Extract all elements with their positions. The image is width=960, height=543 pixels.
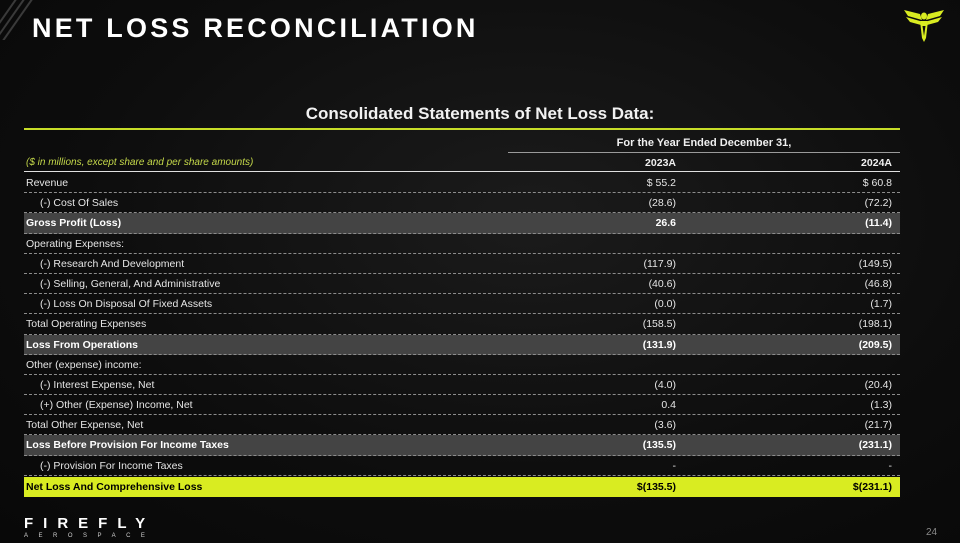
period-header: For the Year Ended December 31, bbox=[616, 137, 792, 149]
row-label: Total Other Expense, Net bbox=[26, 419, 144, 432]
table-row bbox=[24, 477, 900, 497]
value-2024: (1.3) bbox=[870, 399, 892, 412]
table-row bbox=[24, 435, 900, 455]
row-label: Net Loss And Comprehensive Loss bbox=[26, 480, 203, 493]
value-2024: (20.4) bbox=[864, 378, 892, 391]
table-row bbox=[24, 456, 900, 476]
value-2023: (3.6) bbox=[654, 419, 676, 432]
row-label: (+) Other (Expense) Income, Net bbox=[40, 399, 193, 412]
table-row bbox=[24, 234, 900, 254]
row-label: Operating Expenses: bbox=[26, 237, 125, 250]
value-2024: (72.2) bbox=[864, 197, 892, 210]
table-row bbox=[24, 193, 900, 213]
row-label: (-) Research And Development bbox=[40, 257, 185, 270]
footer-logo bbox=[24, 515, 155, 539]
table-title: Consolidated Statements of Net Loss Data: bbox=[305, 104, 655, 123]
units-note: ($ in millions, except share and per share amounts) bbox=[26, 157, 254, 168]
value-2023: 0.4 bbox=[661, 399, 676, 412]
table-row bbox=[24, 355, 900, 375]
value-2023: (158.5) bbox=[642, 318, 676, 331]
row-label: Loss Before Provision For Income Taxes bbox=[26, 439, 229, 452]
value-2024: (46.8) bbox=[864, 277, 892, 290]
row-label: (-) Loss On Disposal Of Fixed Assets bbox=[40, 298, 213, 311]
page-number: 24 bbox=[926, 527, 938, 538]
value-2023: (28.6) bbox=[648, 197, 676, 210]
value-2023: (117.9) bbox=[643, 257, 676, 270]
value-2024: (149.5) bbox=[858, 257, 892, 270]
row-label: (-) Selling, General, And Administrative bbox=[40, 277, 221, 290]
value-2023: (131.9) bbox=[642, 338, 676, 351]
net-loss-table bbox=[24, 173, 900, 497]
table-row bbox=[24, 335, 900, 355]
table-row bbox=[24, 254, 900, 274]
value-2024: $ 60.8 bbox=[862, 177, 892, 189]
table-row bbox=[24, 314, 900, 334]
table-row bbox=[24, 375, 900, 395]
footer-logo-word: FIREFLY bbox=[24, 515, 156, 532]
value-2023: (4.0) bbox=[654, 378, 676, 391]
row-label: Total Operating Expenses bbox=[26, 318, 147, 331]
slide-title: NET LOSS RECONCILIATION bbox=[32, 13, 479, 43]
row-label: Revenue bbox=[26, 177, 69, 189]
row-label: Gross Profit (Loss) bbox=[26, 217, 122, 230]
table-row bbox=[24, 274, 900, 294]
header-rule bbox=[24, 171, 900, 172]
value-2023: (40.6) bbox=[648, 277, 676, 290]
row-label: (-) Cost Of Sales bbox=[40, 197, 119, 210]
row-label: (-) Provision For Income Taxes bbox=[40, 459, 183, 472]
table-row bbox=[24, 415, 900, 435]
value-2024: $(231.1) bbox=[852, 480, 892, 493]
value-2023: - bbox=[672, 459, 676, 472]
value-2023: $(135.5) bbox=[636, 480, 676, 493]
value-2024: (198.1) bbox=[858, 318, 892, 331]
value-2023: $ 55.2 bbox=[646, 177, 676, 189]
row-label: (-) Interest Expense, Net bbox=[40, 378, 155, 391]
value-2024: (209.5) bbox=[858, 338, 892, 351]
column-header-2024: 2024A bbox=[861, 157, 892, 169]
table-row bbox=[24, 395, 900, 415]
value-2024: (231.1) bbox=[858, 439, 892, 452]
value-2023: (0.0) bbox=[654, 298, 676, 311]
value-2023: 26.6 bbox=[655, 217, 676, 230]
table-row bbox=[24, 294, 900, 314]
value-2024: - bbox=[888, 459, 892, 472]
value-2023: (135.5) bbox=[642, 439, 676, 452]
firefly-logo-icon bbox=[902, 4, 946, 44]
row-label: Other (expense) income: bbox=[26, 358, 142, 371]
title-rule bbox=[24, 128, 900, 130]
value-2024: (1.7) bbox=[870, 298, 892, 311]
period-rule bbox=[508, 152, 900, 153]
table-row bbox=[24, 173, 900, 193]
column-header-2023: 2023A bbox=[645, 157, 676, 169]
value-2024: (11.4) bbox=[865, 217, 892, 230]
footer-logo-sub: AEROSPACE bbox=[24, 533, 156, 539]
value-2024: (21.7) bbox=[864, 419, 892, 432]
table-row bbox=[24, 213, 900, 233]
row-label: Loss From Operations bbox=[26, 338, 139, 351]
